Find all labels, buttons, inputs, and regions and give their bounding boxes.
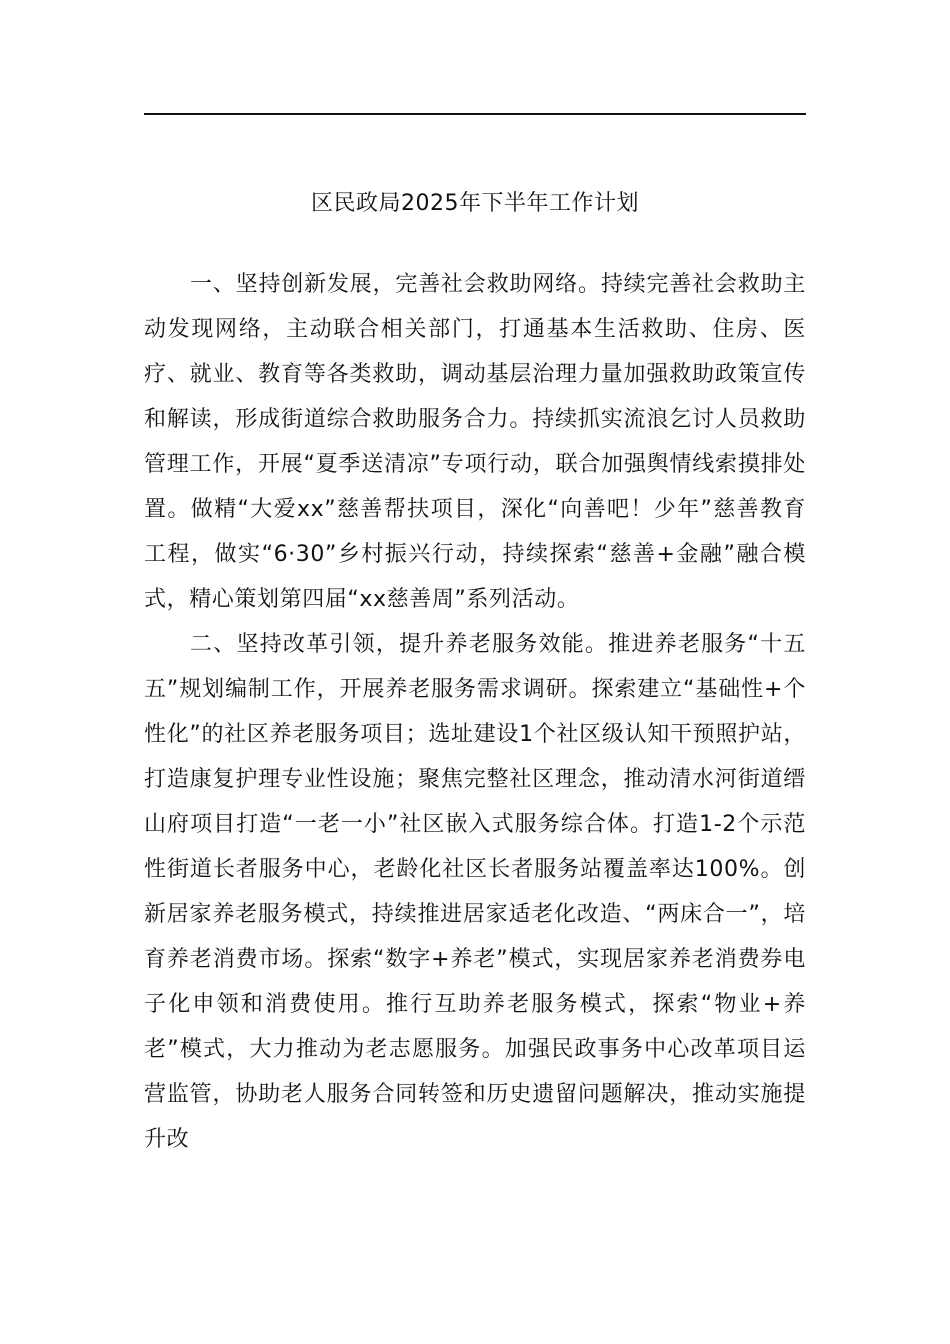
paragraph-social-assistance: 一、坚持创新发展，完善社会救助网络。持续完善社会救助主动发现网络，主动联合相关部门，打通基本生活救助、住房、医疗、就业、教育等各类救助，调动基层治理力量加强救助政策宣传和解读，形成街道综合救助服务合力。持续抓实流浪乞讨人员救助管理工作，开展“夏季送清凉”专项行动，联合加强舆情线索摸排处置。做精“大爱xx”慈善帮扶项目，深化“向善吧！少年”慈善教育工程，做实“6·30”乡村振兴行动，持续探索“慈善+金融”融合模式，精心策划第四届“xx慈善周”系列活动。 [144, 272, 806, 612]
document-title: 区民政局2025年下半年工作计划 [311, 191, 639, 216]
document-body [144, 262, 806, 1162]
paragraph-elderly-care: 二、坚持改革引领，提升养老服务效能。推进养老服务“十五五”规划编制工作，开展养老服务需求调研。探索建立“基础性+个性化”的社区养老服务项目；选址建设1个社区级认知干预照护站，打造康复护理专业性设施；聚焦完整社区理念，推动清水河街道缙山府项目打造“一老一小”社区嵌入式服务综合体。打造1-2个示范性街道长者服务中心，老龄化社区长者服务站覆盖率达100%。创新居家养老服务模式，持续推进居家适老化改造、“两床合一”，培育养老消费市场。探索“数字+养老”模式，实现居家养老消费券电子化申领和消费使用。推行互助养老服务模式，探索“物业+养老”模式，大力推动为老志愿服务。加强民政事务中心改革项目运营监管，协助老人服务合同转签和历史遗留问题解决，推动实施提升改 [144, 632, 806, 1152]
header-rule [144, 113, 806, 115]
